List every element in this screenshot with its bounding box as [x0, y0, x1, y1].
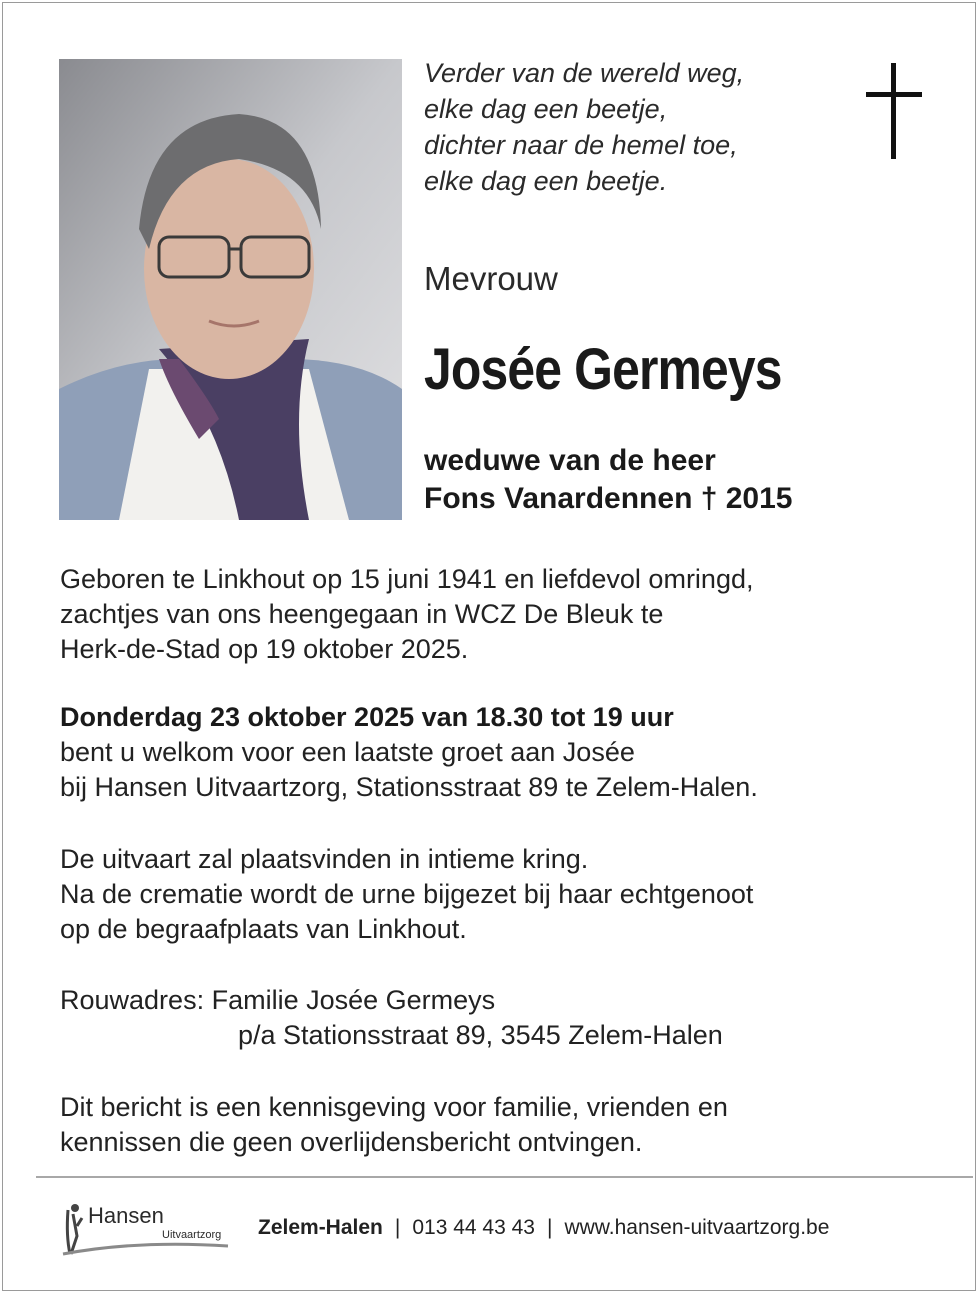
logo-subtitle: Uitvaartzorg [162, 1229, 222, 1241]
poem-line: elke dag een beetje. [424, 166, 668, 196]
address-line: p/a Stationsstraat 89, 3545 Zelem-Halen [238, 1020, 723, 1050]
funeral-paragraph [60, 842, 753, 947]
poem [424, 55, 744, 199]
separator: | [394, 1216, 401, 1239]
visitation-headline: Donderdag 23 oktober 2025 van 18.30 tot 19 uur [60, 702, 674, 732]
poem-line: Verder van de wereld weg, [424, 58, 745, 88]
text-line: bent u welkom voor een laatste groet aan Josée [60, 737, 635, 767]
mourning-address [60, 983, 723, 1053]
birth-paragraph [60, 562, 753, 667]
text-line: Geboren te Linkhout op 15 juni 1941 en liefdevol omringd, [60, 564, 754, 594]
text-line: Na de crematie wordt de urne bijgezet bij haar echtgenoot [60, 879, 754, 909]
footer-website[interactable]: www.hansen-uitvaartzorg.be [564, 1216, 830, 1239]
text-line: op de begraafplaats van Linkhout. [60, 914, 467, 944]
widow-of [424, 442, 792, 518]
separator: | [546, 1216, 553, 1239]
footer-phone[interactable]: 013 44 43 43 [412, 1216, 535, 1239]
poem-line: dichter naar de hemel toe, [424, 130, 738, 160]
footer-divider [36, 1176, 973, 1178]
text-line: Dit bericht is een kennisgeving voor familie, vrienden en [60, 1092, 728, 1122]
portrait-photo [59, 59, 402, 520]
text-line: bij Hansen Uitvaartzorg, Stationsstraat 89 te Zelem-Halen. [60, 772, 758, 802]
logo-name: Hansen [88, 1203, 164, 1228]
text-line: kennissen die geen overlijdensbericht ontvingen. [60, 1127, 643, 1157]
notice-paragraph [60, 1090, 728, 1160]
footer-city: Zelem-Halen [258, 1216, 383, 1239]
deceased-name: Josée Germeys [424, 337, 782, 402]
poem-line: elke dag een beetje, [424, 94, 668, 124]
widow-line: Fons Vanardennen † 2015 [424, 482, 793, 515]
footer-contact [258, 1216, 829, 1240]
text-line: zachtjes van ons heengegaan in WCZ De Bleuk te [60, 599, 664, 629]
address-line: Rouwadres: Familie Josée Germeys [60, 985, 496, 1015]
cross-icon [866, 63, 922, 159]
honorific: Mevrouw [424, 260, 558, 297]
widow-line: weduwe van de heer [424, 444, 716, 477]
visitation-paragraph [60, 700, 758, 805]
text-line: Herk-de-Stad op 19 oktober 2025. [60, 634, 469, 664]
text-line: De uitvaart zal plaatsvinden in intieme kring. [60, 844, 589, 874]
